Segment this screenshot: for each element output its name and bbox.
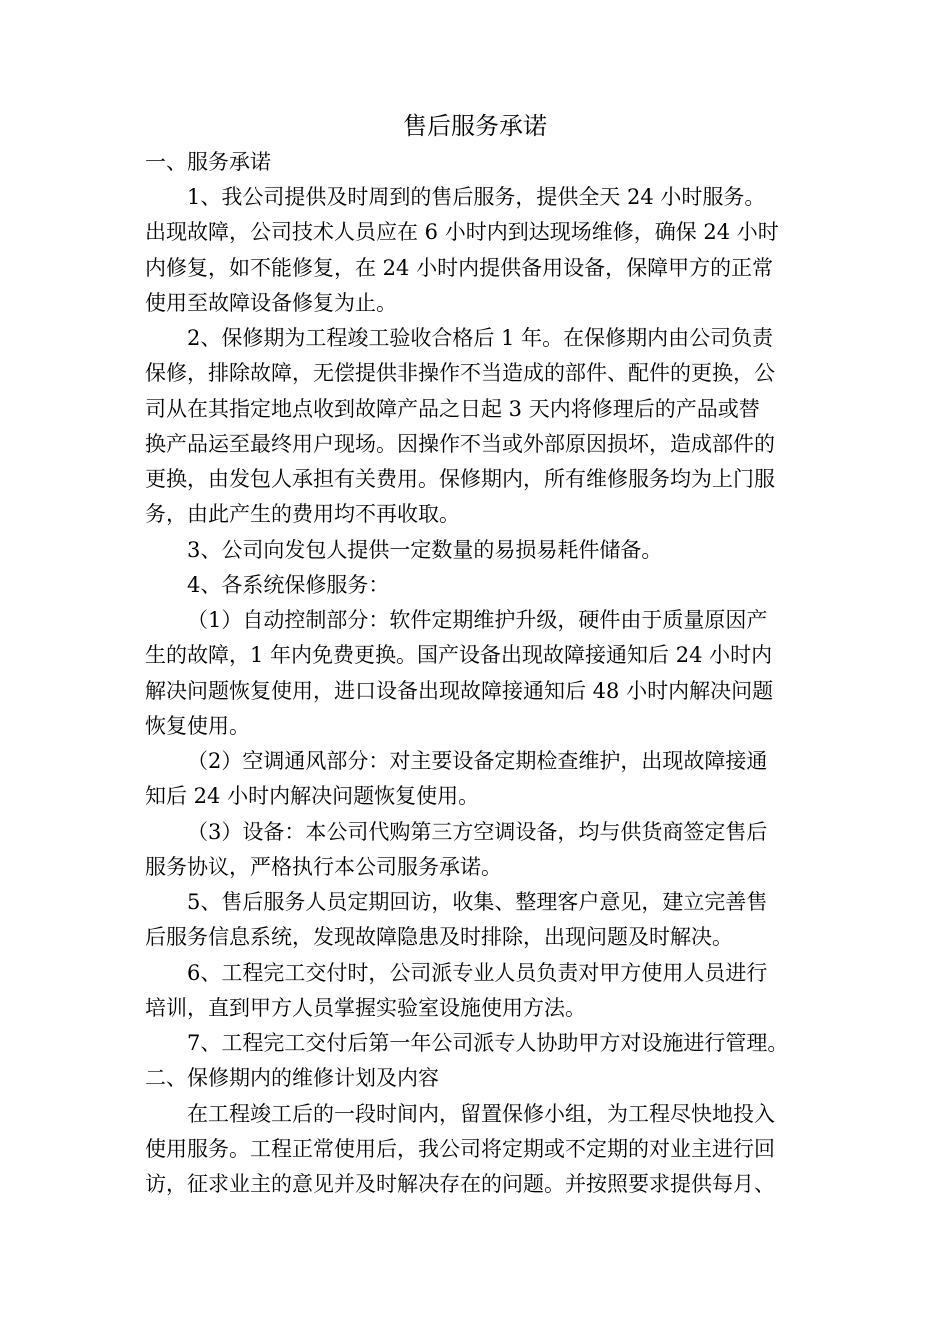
- paragraph-line: 服务协议，严格执行本公司服务承诺。: [145, 855, 502, 879]
- paragraph-line: 4、各系统保修服务：: [187, 573, 390, 597]
- paragraph-line: 5、售后服务人员定期回访，收集、整理客户意见，建立完善售: [187, 890, 768, 914]
- paragraph-line: 在工程竣工后的一段时间内，留置保修小组，为工程尽快地投入: [187, 1102, 775, 1126]
- paragraph-line: 访，征求业主的意见并及时解决存在的问题。并按照要求提供每月、: [145, 1172, 775, 1196]
- paragraph-line: 保修，排除故障，无偿提供非操作不当造成的部件、配件的更换，公: [145, 361, 775, 385]
- paragraph-line: 2、保修期为工程竣工验收合格后 1 年。在保修期内由公司负责: [187, 326, 774, 350]
- paragraph-line: 司从在其指定地点收到故障产品之日起 3 天内将修理后的产品或替: [145, 397, 760, 421]
- paragraph-line: 使用服务。工程正常使用后，我公司将定期或不定期的对业主进行回: [145, 1137, 775, 1161]
- paragraph-line: 更换，由发包人承担有关费用。保修期内，所有维修服务均为上门服: [145, 467, 775, 491]
- paragraph-line: 换产品运至最终用户现场。因操作不当或外部原因损坏，造成部件的: [145, 432, 775, 456]
- paragraph-line: （2）空调通风部分：对主要设备定期检查维护，出现故障接通: [187, 749, 768, 773]
- paragraph-line: 内修复，如不能修复，在 24 小时内提供备用设备，保障甲方的正常: [145, 256, 774, 280]
- paragraph-line: 出现故障，公司技术人员应在 6 小时内到达现场维修，确保 24 小时: [145, 220, 779, 244]
- paragraph-line: 使用至故障设备修复为止。: [145, 291, 397, 315]
- paragraph-line: 知后 24 小时内解决问题恢复使用。: [145, 784, 480, 808]
- paragraph-line: 培训，直到甲方人员掌握实验室设施使用方法。: [145, 996, 586, 1020]
- paragraph-line: 1、我公司提供及时周到的售后服务，提供全天 24 小时服务。: [187, 185, 766, 209]
- paragraph-line: 务，由此产生的费用均不再收取。: [145, 502, 460, 526]
- paragraph-line: 6、工程完工交付时，公司派专业人员负责对甲方使用人员进行: [187, 961, 768, 985]
- document-title: 售后服务承诺: [403, 112, 547, 140]
- paragraph-line: 解决问题恢复使用，进口设备出现故障接通知后 48 小时内解决问题: [145, 679, 774, 703]
- paragraph-line: 恢复使用。: [145, 714, 250, 738]
- section-heading-1: 一、服务承诺: [145, 150, 271, 174]
- paragraph-line: 后服务信息系统，发现故障隐患及时排除，出现问题及时解决。: [145, 925, 733, 949]
- section-heading-2: 二、保修期内的维修计划及内容: [145, 1066, 439, 1090]
- paragraph-line: 生的故障，1 年内免费更换。国产设备出现故障接通知后 24 小时内: [145, 643, 773, 667]
- paragraph-line: 3、公司向发包人提供一定数量的易损易耗件储备。: [187, 538, 663, 562]
- paragraph-line: （3）设备：本公司代购第三方空调设备，均与供货商签定售后: [187, 820, 768, 844]
- paragraph-line: （1）自动控制部分：软件定期维护升级，硬件由于质量原因产: [187, 608, 768, 632]
- paragraph-line: 7、工程完工交付后第一年公司派专人协助甲方对设施进行管理。: [187, 1031, 789, 1055]
